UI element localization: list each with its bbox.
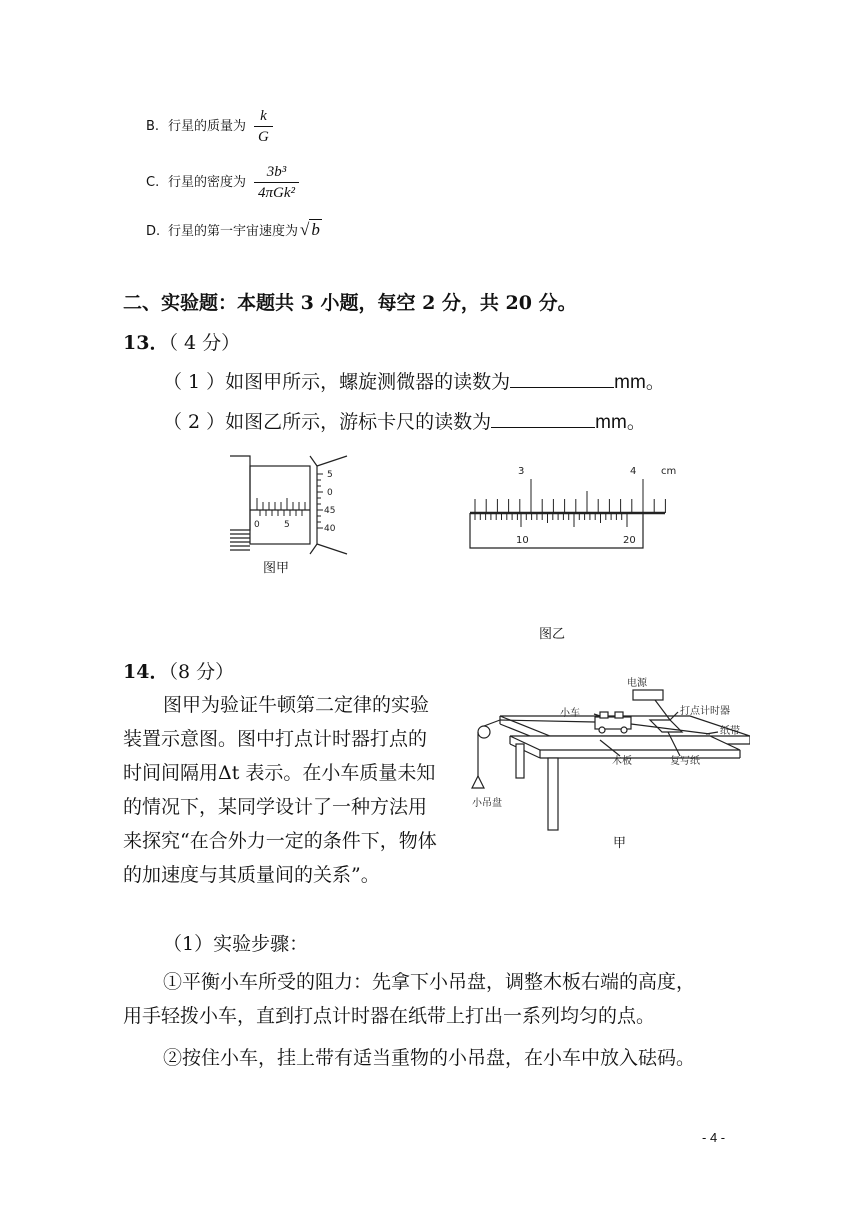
q14-step2: ②按住小车，挂上带有适当重物的小吊盘，在小车中放入砝码。 bbox=[163, 1047, 696, 1069]
q14-steps-title: （1）实验步骤： bbox=[163, 933, 309, 955]
q13-header bbox=[123, 328, 240, 355]
label-board: 木板 bbox=[612, 756, 632, 767]
figure-caption: 图甲 bbox=[263, 561, 290, 576]
question-points: （8 分） bbox=[168, 661, 235, 683]
label-timer: 打点计时器 bbox=[680, 706, 730, 717]
option-text: 行星的第一宇宙速度为 bbox=[168, 224, 299, 239]
option-letter: C. bbox=[146, 175, 160, 190]
question-points: （ 4 分） bbox=[168, 332, 241, 354]
option-letter: B. bbox=[146, 119, 160, 134]
sqrt-expression: √ b bbox=[300, 220, 320, 239]
label-power: 电源 bbox=[627, 678, 647, 689]
answer-blank[interactable] bbox=[491, 409, 595, 428]
label-pan: 小吊盘 bbox=[472, 798, 502, 809]
figure-caption: 甲 bbox=[613, 836, 627, 851]
fraction: $\frac{\text{3b³}}{\text{4πGk²}}$ bbox=[254, 162, 299, 203]
answer-blank[interactable] bbox=[510, 369, 614, 388]
sleeve-label: 5 bbox=[284, 520, 290, 530]
q14-intro bbox=[123, 688, 463, 892]
q14-header bbox=[123, 657, 234, 684]
option-d bbox=[146, 220, 322, 240]
option-letter: D. bbox=[146, 224, 161, 239]
fraction: $\frac{k}{G}$ bbox=[254, 106, 273, 147]
micrometer-figure bbox=[225, 452, 355, 562]
figure-caption: 图乙 bbox=[539, 627, 566, 642]
option-text: 行星的质量为 bbox=[168, 119, 247, 134]
option-c bbox=[146, 162, 299, 203]
section-title: 二、实验题：本题共 3 小题，每空 2 分，共 20 分。 bbox=[123, 292, 577, 314]
intro-line: 的情况下，某同学设计了一种方法用 bbox=[123, 796, 428, 818]
vernier-caliper-figure bbox=[465, 460, 685, 555]
label-tape: 纸带 bbox=[720, 726, 740, 737]
q13-part2: （ 2 ）如图乙所示，游标卡尺的读数为 mm。 bbox=[163, 411, 646, 433]
label-carbon: 复写纸 bbox=[670, 756, 700, 767]
main-scale-label: 3 bbox=[518, 466, 525, 477]
thimble-label: 5 bbox=[327, 470, 333, 480]
intro-line: 来探究“在合外力一定的条件下，物体 bbox=[123, 830, 437, 852]
scale-unit: cm bbox=[661, 466, 677, 477]
question-number: 14． bbox=[123, 661, 169, 683]
apparatus-figure bbox=[470, 676, 750, 836]
option-b bbox=[146, 106, 273, 147]
vernier-label: 10 bbox=[516, 535, 529, 546]
intro-line: 时间间隔用Δt 表示。在小车质量未知 bbox=[123, 762, 436, 784]
intro-line: 装置示意图。图中打点计时器打点的 bbox=[123, 728, 428, 750]
thimble-label: 0 bbox=[327, 488, 333, 498]
q14-step1: ①平衡小车所受的阻力：先拿下小吊盘，调整木板右端的高度， 用手轻拨小车，直到打点计时器在纸带上打出一系列均匀的点。 bbox=[123, 971, 696, 1027]
vernier-label: 20 bbox=[623, 535, 636, 546]
thimble-label: 45 bbox=[324, 506, 336, 516]
page-number: - 4 - bbox=[702, 1130, 726, 1145]
main-scale-label: 4 bbox=[630, 466, 637, 477]
thimble-label: 40 bbox=[324, 524, 336, 534]
sleeve-label: 0 bbox=[254, 520, 260, 530]
label-car: 小车 bbox=[560, 708, 580, 719]
question-number: 13． bbox=[123, 332, 169, 354]
option-text: 行星的密度为 bbox=[168, 175, 247, 190]
intro-line: 的加速度与其质量间的关系”。 bbox=[123, 864, 380, 886]
intro-line: 图甲为验证牛顿第二定律的实验 bbox=[163, 694, 430, 716]
q13-part1: （ 1 ）如图甲所示，螺旋测微器的读数为 mm。 bbox=[163, 371, 665, 393]
